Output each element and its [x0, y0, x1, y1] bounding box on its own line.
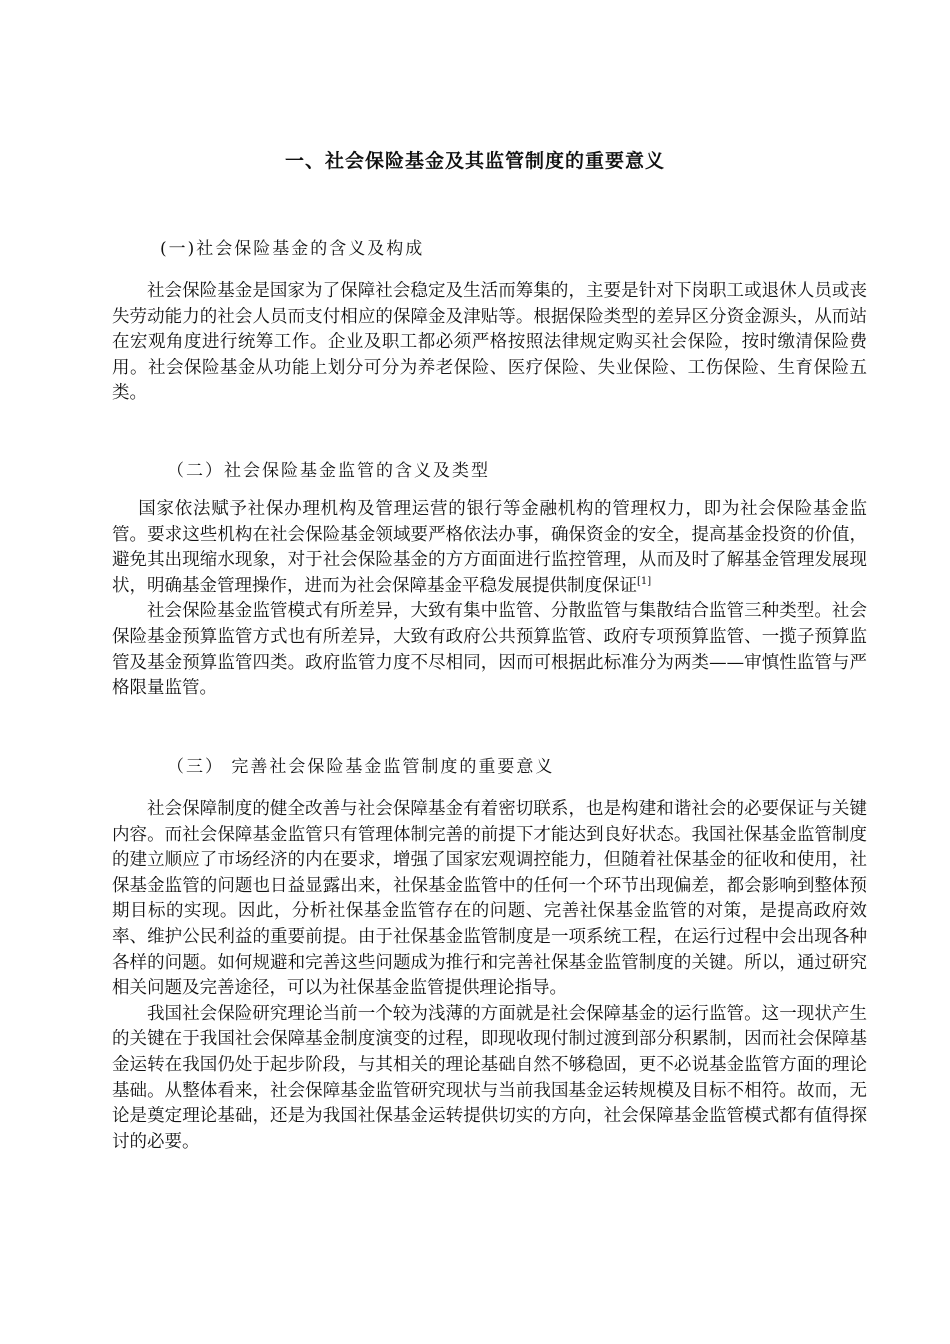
citation-marker: [1]	[637, 575, 652, 587]
section-1-body	[112, 279, 867, 407]
section-2-paragraph-1-text: 国家依法赋予社保办理机构及管理运营的银行等金融机构的管理权力，即为社会保险基金监管。要求这些机构在社会保险基金领域要严格依法办事，确保资金的安全，提高基金投资的价值，避免其出现缩水现象，对于社会保险基金的方方面面进行监控管理，从而及时了解基金管理发展现状，明确基金管理操作，进而为社会保障基金平稳发展提供制度保证	[112, 499, 867, 596]
section-3-body	[112, 797, 867, 1155]
section-2-body	[112, 497, 867, 702]
section-heading-1: (一)社会保险基金的含义及构成	[160, 239, 425, 259]
section-2-paragraph-1	[112, 497, 867, 599]
section-1-paragraph-1: 社会保险基金是国家为了保障社会稳定及生活而筹集的，主要是针对下岗职工或退休人员或丧失劳动能力的社会人员而支付相应的保障金及津贴等。根据保险类型的差异区分资金源头，从而站在宏观角度进行统筹工作。企业及职工都必须严格按照法律规定购买社会保险，按时缴清保险费用。社会保险基金从功能上划分可分为养老保险、医疗保险、失业保险、工伤保险、生育保险五类。	[112, 281, 867, 404]
section-heading-3: （三） 完善社会保险基金监管制度的重要意义	[167, 757, 555, 777]
section-heading-2: （二）社会保险基金监管的含义及类型	[167, 461, 490, 481]
section-3-paragraph-2: 我国社会保险研究理论当前一个较为浅薄的方面就是社会保障基金的运行监管。这一现状产生的关键在于我国社会保障基金制度演变的过程，即现收现付制过渡到部分积累制，因而社会保障基金运转在我国仍处于起步阶段，与其相关的理论基础自然不够稳固，更不必说基金监管方面的理论基础。从整体看来，社会保障基金监管研究现状与当前我国基金运转规模及目标不相符。故而，无论是奠定理论基础，还是为我国社保基金运转提供切实的方向，社会保障基金监管模式都有值得探讨的必要。	[112, 1003, 867, 1152]
section-2-paragraph-2: 社会保险基金监管模式有所差异，大致有集中监管、分散监管与集散结合监管三种类型。社会保险基金预算监管方式也有所差异，大致有政府公共预算监管、政府专项预算监管、一揽子预算监管及基金预算监管四类。政府监管力度不尽相同，因而可根据此标准分为两类——审慎性监管与严格限量监管。	[112, 601, 867, 699]
chapter-title: 一、社会保险基金及其监管制度的重要意义	[284, 150, 665, 172]
section-3-paragraph-1: 社会保障制度的健全改善与社会保障基金有着密切联系，也是构建和谐社会的必要保证与关键内容。而社会保障基金监管只有管理体制完善的前提下才能达到良好状态。我国社保基金监管制度的建立顺应了市场经济的内在要求，增强了国家宏观调控能力，但随着社保基金的征收和使用，社保基金监管的问题也日益显露出来，社保基金监管中的任何一个环节出现偏差，都会影响到整体预期目标的实现。因此，分析社保基金监管存在的问题、完善社保基金监管的对策，是提高政府效率、维护公民利益的重要前提。由于社保基金监管制度是一项系统工程，在运行过程中会出现各种各样的问题。如何规避和完善这些问题成为推行和完善社保基金监管制度的关键。所以，通过研究相关问题及完善途径，可以为社保基金监管提供理论指导。	[112, 799, 867, 999]
